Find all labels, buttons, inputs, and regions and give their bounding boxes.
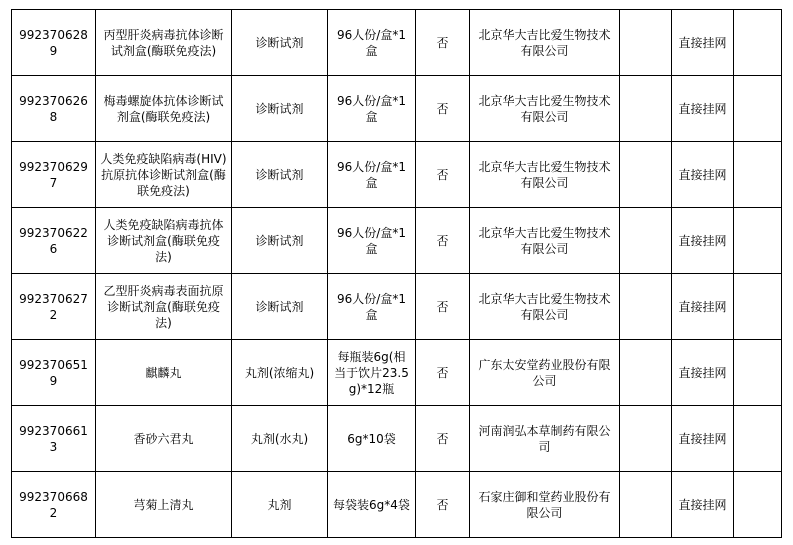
procurement-method-cell: 直接挂网	[672, 406, 734, 472]
drug-code-cell: 9923706519	[12, 340, 96, 406]
dosage-form-cell: 丸剂	[232, 472, 328, 538]
table-row	[12, 472, 782, 538]
note-cell	[734, 76, 782, 142]
drug-table	[11, 9, 782, 538]
note-cell	[734, 340, 782, 406]
drug-name-cell: 梅毒螺旋体抗体诊断试剂盒(酶联免疫法)	[96, 76, 232, 142]
drug-code-cell: 9923706272	[12, 274, 96, 340]
table-row	[12, 142, 782, 208]
drug-code-cell: 9923706682	[12, 472, 96, 538]
manufacturer-cell: 石家庄御和堂药业股份有限公司	[470, 472, 620, 538]
drug-name-cell: 芎菊上清丸	[96, 472, 232, 538]
table-row	[12, 274, 782, 340]
dosage-form-cell: 诊断试剂	[232, 274, 328, 340]
drug-code-cell: 9923706297	[12, 142, 96, 208]
note-cell	[734, 10, 782, 76]
procurement-method-cell: 直接挂网	[672, 340, 734, 406]
manufacturer-cell: 北京华大吉比爱生物技术有限公司	[470, 142, 620, 208]
flag-cell: 否	[416, 406, 470, 472]
blank-cell	[620, 340, 672, 406]
table-row	[12, 406, 782, 472]
manufacturer-cell: 北京华大吉比爱生物技术有限公司	[470, 76, 620, 142]
drug-code-cell: 9923706613	[12, 406, 96, 472]
drug-name-cell: 香砂六君丸	[96, 406, 232, 472]
blank-cell	[620, 472, 672, 538]
dosage-form-cell: 丸剂(水丸)	[232, 406, 328, 472]
procurement-method-cell: 直接挂网	[672, 274, 734, 340]
specification-cell: 96人份/盒*1盒	[328, 274, 416, 340]
procurement-method-cell: 直接挂网	[672, 472, 734, 538]
procurement-method-cell: 直接挂网	[672, 76, 734, 142]
flag-cell: 否	[416, 208, 470, 274]
drug-code-cell: 9923706268	[12, 76, 96, 142]
drug-code-cell: 9923706289	[12, 10, 96, 76]
blank-cell	[620, 274, 672, 340]
note-cell	[734, 208, 782, 274]
table-row	[12, 10, 782, 76]
flag-cell: 否	[416, 76, 470, 142]
specification-cell: 6g*10袋	[328, 406, 416, 472]
procurement-method-cell: 直接挂网	[672, 142, 734, 208]
procurement-method-cell: 直接挂网	[672, 10, 734, 76]
flag-cell: 否	[416, 340, 470, 406]
manufacturer-cell: 北京华大吉比爱生物技术有限公司	[470, 10, 620, 76]
table-row	[12, 340, 782, 406]
blank-cell	[620, 406, 672, 472]
note-cell	[734, 142, 782, 208]
blank-cell	[620, 142, 672, 208]
flag-cell: 否	[416, 472, 470, 538]
drug-code-cell: 9923706226	[12, 208, 96, 274]
blank-cell	[620, 76, 672, 142]
table-row	[12, 76, 782, 142]
procurement-method-cell: 直接挂网	[672, 208, 734, 274]
specification-cell: 96人份/盒*1盒	[328, 76, 416, 142]
flag-cell: 否	[416, 142, 470, 208]
specification-cell: 每瓶装6g(相当于饮片23.5g)*12瓶	[328, 340, 416, 406]
dosage-form-cell: 诊断试剂	[232, 142, 328, 208]
dosage-form-cell: 丸剂(浓缩丸)	[232, 340, 328, 406]
manufacturer-cell: 广东太安堂药业股份有限公司	[470, 340, 620, 406]
blank-cell	[620, 10, 672, 76]
drug-name-cell: 人类免疫缺陷病毒(HIV)抗原抗体诊断试剂盒(酶联免疫法)	[96, 142, 232, 208]
drug-name-cell: 人类免疫缺陷病毒抗体诊断试剂盒(酶联免疫法)	[96, 208, 232, 274]
specification-cell: 96人份/盒*1盒	[328, 10, 416, 76]
note-cell	[734, 274, 782, 340]
dosage-form-cell: 诊断试剂	[232, 208, 328, 274]
note-cell	[734, 472, 782, 538]
blank-cell	[620, 208, 672, 274]
table-row	[12, 208, 782, 274]
specification-cell: 96人份/盒*1盒	[328, 208, 416, 274]
dosage-form-cell: 诊断试剂	[232, 10, 328, 76]
drug-name-cell: 乙型肝炎病毒表面抗原诊断试剂盒(酶联免疫法)	[96, 274, 232, 340]
note-cell	[734, 406, 782, 472]
manufacturer-cell: 北京华大吉比爱生物技术有限公司	[470, 208, 620, 274]
table-body	[12, 10, 782, 538]
manufacturer-cell: 北京华大吉比爱生物技术有限公司	[470, 274, 620, 340]
dosage-form-cell: 诊断试剂	[232, 76, 328, 142]
drug-name-cell: 麒麟丸	[96, 340, 232, 406]
specification-cell: 96人份/盒*1盒	[328, 142, 416, 208]
specification-cell: 每袋装6g*4袋	[328, 472, 416, 538]
flag-cell: 否	[416, 274, 470, 340]
manufacturer-cell: 河南润弘本草制药有限公司	[470, 406, 620, 472]
flag-cell: 否	[416, 10, 470, 76]
drug-name-cell: 丙型肝炎病毒抗体诊断试剂盒(酶联免疫法)	[96, 10, 232, 76]
